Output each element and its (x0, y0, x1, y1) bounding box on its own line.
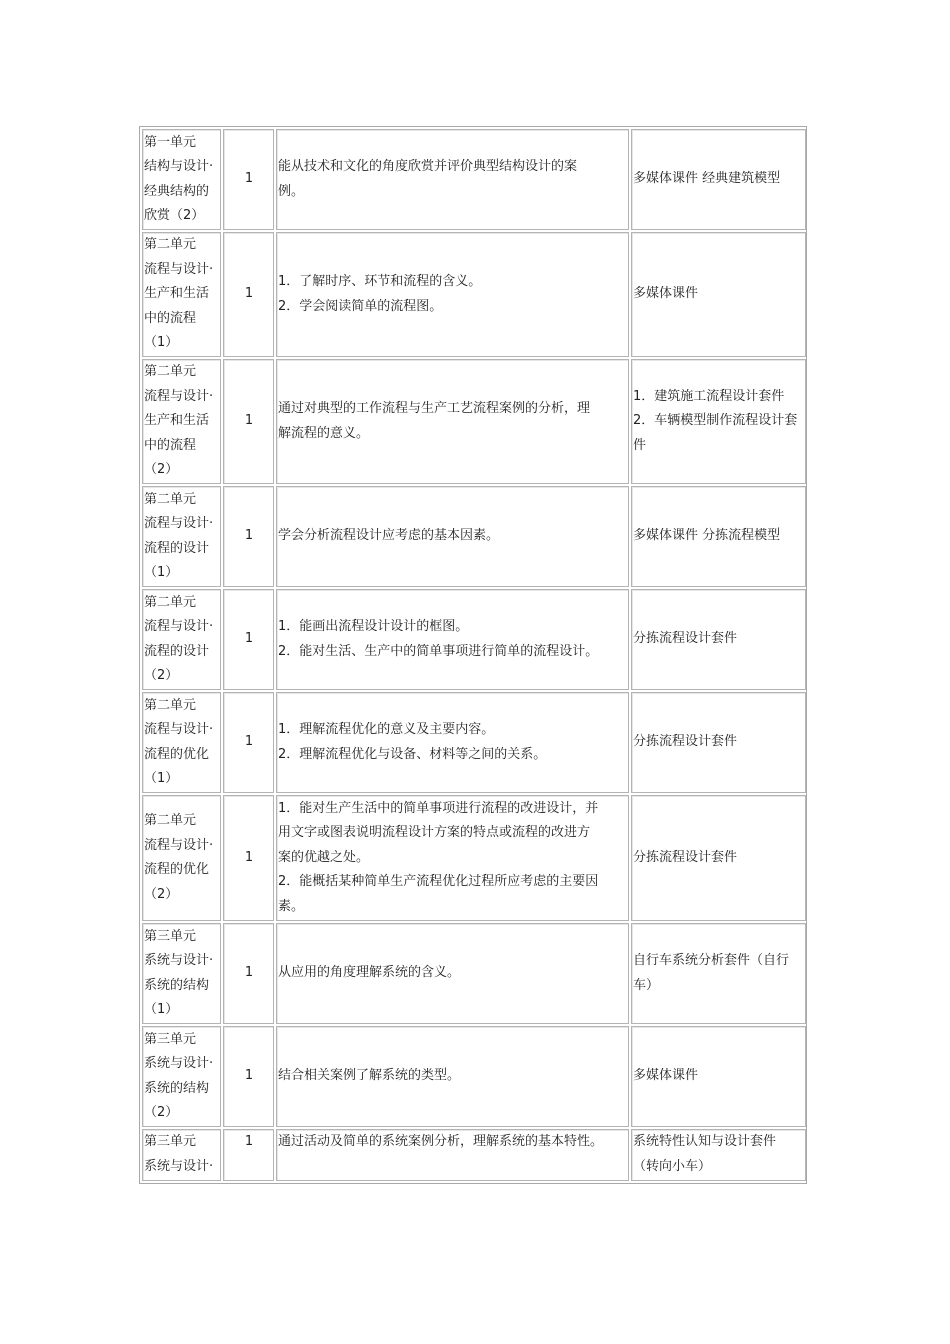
unit-line: 流程的优化 (144, 746, 210, 762)
table-row (142, 1129, 806, 1181)
unit-line: （2） (144, 1105, 179, 1120)
resource-line: 分拣流程设计套件 (633, 631, 738, 647)
resource-line: 多媒体课件 经典建筑模型 (633, 171, 781, 187)
unit-line: 第二单元 (144, 697, 197, 713)
unit-line: 流程与设计· (144, 261, 214, 277)
unit-line: 流程与设计· (144, 619, 214, 634)
unit-line: 第三单元 (144, 1134, 197, 1149)
unit-cell (142, 692, 221, 793)
goal-line: 1．能画出流程设计设计的框图。 (278, 619, 469, 634)
goal-line: 1．理解流程优化的意义及主要内容。 (278, 722, 495, 737)
unit-line: 系统的结构 (144, 977, 210, 993)
unit-cell (142, 1129, 221, 1181)
unit-cell (142, 589, 221, 690)
resource-line: 车） (633, 977, 660, 993)
unit-line: 流程与设计· (144, 516, 214, 531)
goal-line: 1．能对生产生活中的简单事项进行流程的改进设计，并 (278, 800, 599, 816)
unit-cell (142, 795, 221, 921)
resource-cell (631, 359, 806, 484)
goal-line: 例。 (278, 183, 305, 199)
goal-line: 1．了解时序、环节和流程的含义。 (278, 274, 482, 289)
unit-line: 经典结构的 (144, 183, 210, 199)
goal-cell (276, 359, 629, 484)
resource-line: 2．车辆模型制作流程设计套 (633, 413, 798, 429)
goal-line: 素。 (278, 898, 305, 914)
unit-line: 系统与设计· (144, 1056, 214, 1071)
unit-cell (142, 129, 221, 230)
resource-cell (631, 589, 806, 690)
goal-cell (276, 692, 629, 793)
unit-line: 第二单元 (144, 491, 197, 507)
unit-line: （1） (144, 335, 179, 351)
resource-line: 多媒体课件 分拣流程模型 (633, 528, 781, 544)
course-plan-table (140, 127, 808, 1183)
goal-line: 能从技术和文化的角度欣赏并评价典型结构设计的案 (278, 159, 578, 174)
table-row (142, 795, 806, 921)
goal-line: 2．学会阅读简单的流程图。 (278, 298, 443, 314)
goal-line: 2．能对生活、生产中的简单事项进行简单的流程设计。 (278, 643, 599, 659)
goal-line: 通过对典型的工作流程与生产工艺流程案例的分析，理 (278, 401, 591, 416)
resource-line: 自行车系统分析套件（自行 (633, 953, 790, 968)
resource-line: 多媒体课件 (633, 286, 699, 302)
unit-cell (142, 232, 221, 357)
unit-line: （2） (144, 886, 179, 902)
unit-line: （2） (144, 462, 179, 478)
goal-line: 2．理解流程优化与设备、材料等之间的关系。 (278, 746, 547, 762)
unit-line: 生产和生活 (144, 413, 210, 429)
unit-line: 流程与设计· (144, 837, 214, 853)
unit-line: （1） (144, 565, 179, 580)
resource-line: （转向小车） (633, 1158, 712, 1174)
unit-line: 流程的设计 (144, 540, 210, 556)
goal-cell (276, 1026, 629, 1127)
goal-cell (276, 232, 629, 357)
unit-line: 生产和生活 (144, 286, 210, 302)
resource-cell (631, 692, 806, 793)
unit-line: 中的流程 (144, 310, 197, 326)
course-plan-sheet (139, 126, 807, 1184)
table-row (142, 589, 806, 690)
unit-line: 流程的设计 (144, 643, 210, 659)
goal-cell (276, 795, 629, 921)
table-row (142, 1026, 806, 1127)
resource-cell (631, 795, 806, 921)
unit-line: 系统与设计· (144, 953, 214, 968)
unit-line: 中的流程 (144, 437, 197, 453)
hours-cell: 1 (223, 486, 274, 587)
hours-cell: 1 (223, 923, 274, 1024)
unit-line: 第三单元 (144, 928, 197, 944)
unit-line: （2） (144, 668, 179, 683)
hours-cell (223, 1129, 274, 1181)
goal-line: 结合相关案例了解系统的类型。 (278, 1068, 461, 1084)
unit-line: 第二单元 (144, 237, 197, 253)
resource-line: 件 (633, 437, 647, 453)
resource-cell (631, 232, 806, 357)
unit-line: 系统与设计· (144, 1158, 214, 1174)
goal-line: 用文字或图表说明流程设计方案的特点或流程的改进方 (278, 825, 591, 841)
resource-line: 系统特性认知与设计套件 (633, 1134, 777, 1149)
goal-line: 案的优越之处。 (278, 849, 370, 865)
goal-line: 通过活动及简单的系统案例分析，理解系统的基本特性。 (278, 1134, 604, 1149)
table-row (142, 923, 806, 1024)
unit-line: 第一单元 (144, 134, 197, 150)
table-row (142, 486, 806, 587)
resource-line: 多媒体课件 (633, 1068, 699, 1084)
table-row (142, 692, 806, 793)
hours-cell: 1 (223, 692, 274, 793)
resource-line: 分拣流程设计套件 (633, 849, 738, 865)
goal-line: 2．能概括某种简单生产流程优化过程所应考虑的主要因 (278, 874, 599, 890)
resource-cell (631, 486, 806, 587)
unit-line: （1） (144, 1002, 179, 1017)
goal-line: 从应用的角度理解系统的含义。 (278, 965, 461, 981)
table-row (142, 129, 806, 230)
unit-line: 流程的优化 (144, 862, 210, 877)
unit-line: 流程与设计· (144, 388, 214, 404)
hours-cell: 1 (223, 232, 274, 357)
resource-line: 1．建筑施工流程设计套件 (633, 388, 785, 404)
unit-cell (142, 923, 221, 1024)
unit-line: 欣赏（2） (144, 208, 205, 223)
resource-cell (631, 1129, 806, 1181)
hours-cell: 1 (223, 359, 274, 484)
goal-cell (276, 589, 629, 690)
goal-cell (276, 129, 629, 230)
unit-line: （1） (144, 771, 179, 786)
unit-line: 第二单元 (144, 813, 197, 828)
goal-cell (276, 486, 629, 587)
hours-cell: 1 (223, 589, 274, 690)
unit-cell (142, 359, 221, 484)
unit-line: 第二单元 (144, 594, 197, 610)
resource-cell (631, 923, 806, 1024)
resource-line: 分拣流程设计套件 (633, 734, 738, 750)
hours-value: 1 (244, 1134, 254, 1149)
unit-cell (142, 486, 221, 587)
resource-cell (631, 1026, 806, 1127)
goal-cell (276, 923, 629, 1024)
unit-line: 系统的结构 (144, 1080, 210, 1096)
hours-cell: 1 (223, 129, 274, 230)
hours-cell: 1 (223, 795, 274, 921)
goal-line: 解流程的意义。 (278, 425, 370, 441)
unit-cell (142, 1026, 221, 1127)
goal-line: 学会分析流程设计应考虑的基本因素。 (278, 528, 500, 544)
table-row (142, 232, 806, 357)
unit-line: 结构与设计· (144, 159, 214, 174)
goal-cell (276, 1129, 629, 1181)
unit-line: 第二单元 (144, 364, 197, 380)
table-row (142, 359, 806, 484)
resource-cell (631, 129, 806, 230)
hours-cell: 1 (223, 1026, 274, 1127)
unit-line: 流程与设计· (144, 722, 214, 737)
unit-line: 第三单元 (144, 1031, 197, 1047)
